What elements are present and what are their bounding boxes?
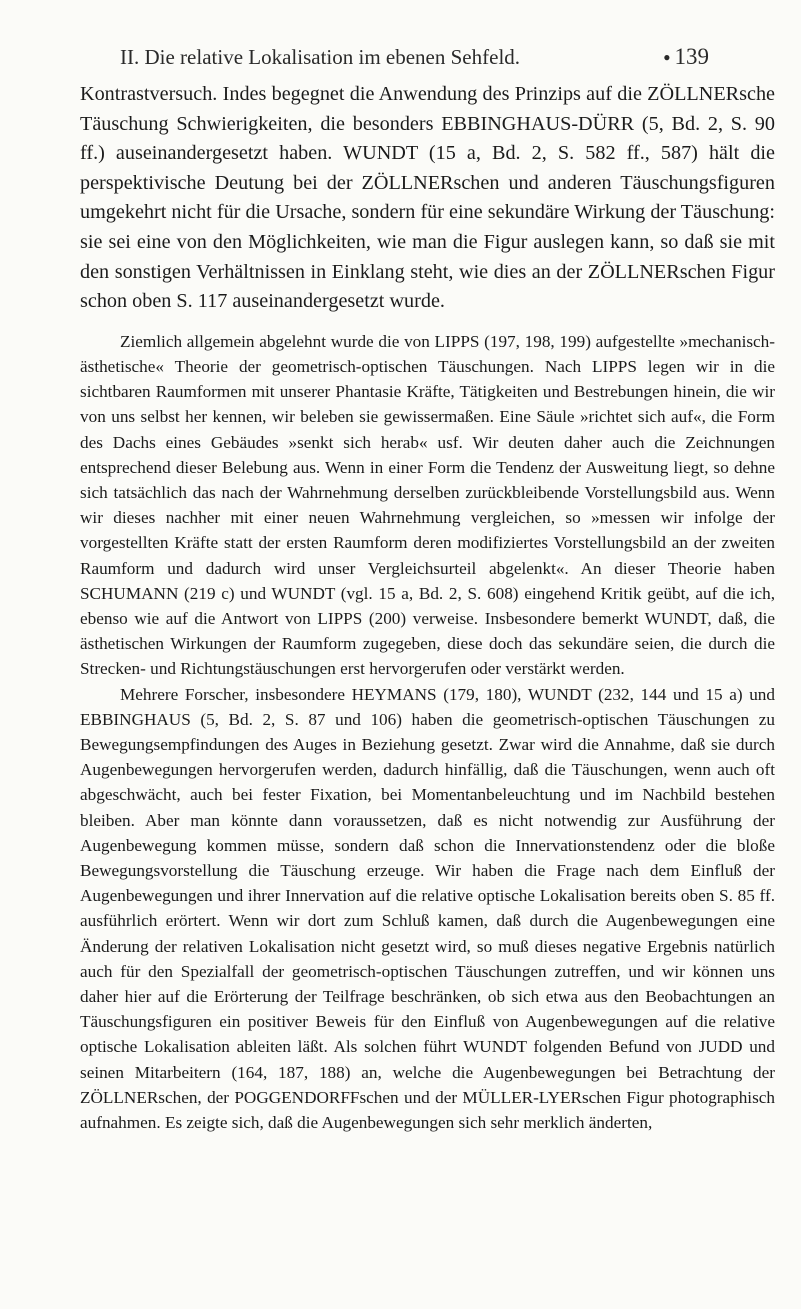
running-title: II. Die relative Lokalisation im ebenen Sehfeld. [120, 45, 521, 69]
paragraph-kontrastversuch: Kontrastversuch. Indes begegnet die Anwendung des Prinzips auf die ZÖLLNERsche Täuschung Schwierigkeiten, die besonders EBBINGHAUS-DÜRR (5, Bd. 2, S. 90 ff.) auseinandergesetzt haben. WUNDT (15 a, Bd. 2, S. 582 ff., 587) hält die perspektivische Deutung bei der ZÖLLNERschen und anderen Täuschungsfiguren umgekehrt nicht für die Ursache, sondern für eine sekundäre Wirkung der Täuschung: sie sei eine von den Möglichkeiten, wie man die Figur auslegen kann, so daß sie mit den sonstigen Verhältnissen in Einklang steht, wie dies an der ZÖLLNERschen Figur schon oben S. 117 auseinandergesetzt wurde. [80, 83, 775, 313]
page-number-block [663, 40, 709, 74]
page-header [120, 40, 709, 74]
paragraph-lipps-theory: Ziemlich allgemein abgelehnt wurde die von LIPPS (197, 198, 199) aufgestellte »mechanisch-ästhetische« Theorie der geometrisch-optischen Täuschungen. Nach LIPPS legen wir in die sichtbaren Raumformen mit unserer Phantasie Kräfte, Tätigkeiten und Bestrebungen hinein, die wir von uns selbst her kennen, wir beleben sie gewissermaßen. Eine Säule »richtet sich auf«, die Form des Dachs eines Gebäudes »senkt sich herab« usf. Wir deuten daher auch die Zeichnungen entsprechend dieser Belebung aus. Wenn in einer Form die Tendenz der Ausweitung liegt, so dehne sich tatsächlich das nach der Wahrnehmung derselben zurückbleibende Vorstellungsbild aus. Wenn wir dieses nachher mit einer neuen Wahrnehmung vergleichen, so »messen wir infolge der vorgestellten Kräfte statt der ersten Raumform deren modifiziertes Vorstellungsbild an der zweiten Raumform und dadurch wird unser Vergleichsurteil abgelenkt«. An dieser Theorie haben SCHUMANN (219 c) und WUNDT (vgl. 15 a, Bd. 2, S. 608) eingehend Kritik geübt, auf die ich, ebenso wie auf die Antwort von LIPPS (200) verweise. Insbesondere bemerkt WUNDT, daß, die ästhetischen Wirkungen der Raumform zugegeben, diese doch das sekundäre seien, die durch die Strecken- und Richtungstäuschungen erst hervorgerufen oder verstärkt werden. [80, 331, 775, 679]
page-body [80, 80, 775, 1135]
bullet-mark-icon: ● [663, 50, 671, 64]
page-number: 139 [674, 44, 709, 69]
paragraph-eye-movements: Mehrere Forscher, insbesondere HEYMANS (179, 180), WUNDT (232, 144 und 15 a) und EBBINGHAUS (5, Bd. 2, S. 87 und 106) haben die geometrisch-optischen Täuschungen zu Bewegungsempfindungen des Auges in Beziehung gesetzt. Zwar wird die Annahme, daß sie durch Augenbewegungen hervorgerufen werden, dadurch hinfällig, daß die Täuschungen, wenn auch oft abgeschwächt, auch bei fester Fixation, bei Momentanbeleuchtung und im Nachbild bestehen bleiben. Aber man könnte dann voraussetzen, daß es nicht notwendig zur Ausführung der Augenbewegung kommen müsse, sondern daß schon die Innervationstendenz oder die bloße Bewegungsvorstellung die Täuschung erzeuge. Wir haben die Frage nach dem Einfluß der Augenbewegungen und ihrer Innervation auf die relative optische Lokalisation bereits oben S. 85 ff. ausführlich erörtert. Wenn wir dort zum Schluß kamen, daß durch die Augenbewegungen eine Änderung der relativen Lokalisation nicht gesetzt wird, so muß dieses negative Ergebnis natürlich auch für den Spezialfall der geometrisch-optischen Täuschungen zutreffen, und wir können uns daher hier auf die Erörterung der Teilfrage beschränken, ob sich etwa aus den Beobachtungen an Täuschungsfiguren ein positiver Beweis für den Einfluß von Augenbewegungen auf die relative optische Lokalisation ableiten läßt. Als solchen führt WUNDT folgenden Befund von JUDD und seinen Mitarbeitern (164, 187, 188) an, welche die Augenbewegungen bei Betrachtung der ZÖLLNERschen, der POGGENDORFFschen und der MÜLLER-LYERschen Figur photographisch aufnahmen. Es zeigte sich, daß die Augenbewegungen sich sehr merklich änderten, [80, 684, 775, 1133]
